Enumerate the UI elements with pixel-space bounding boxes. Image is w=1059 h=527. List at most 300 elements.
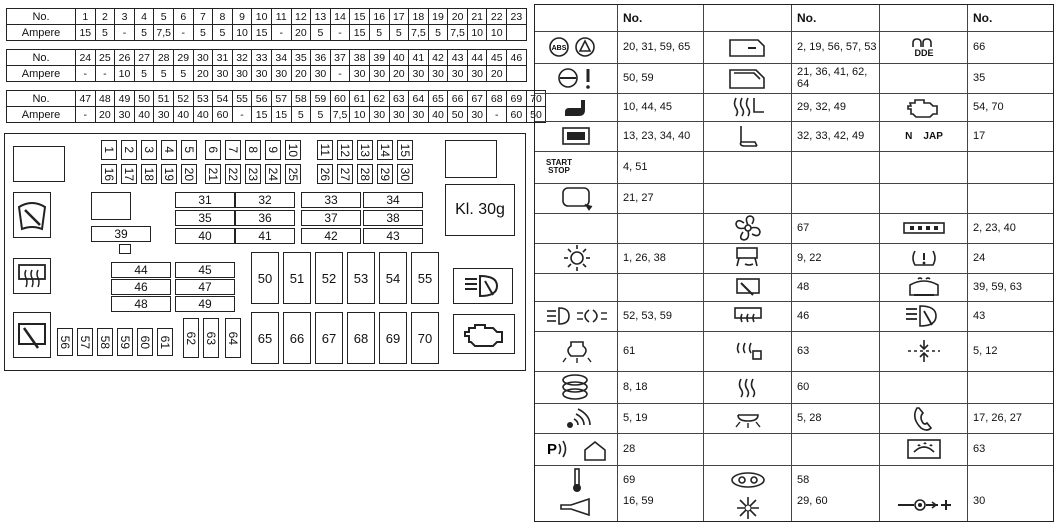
fuse-ampere-45: 20 <box>487 66 507 82</box>
fuse-number-22: 22 <box>487 9 507 25</box>
fuse-56 <box>57 328 73 356</box>
label-ampere: Ampere <box>7 107 76 123</box>
fuse-number-39: 39 <box>369 50 389 66</box>
fuse-label: 36 <box>258 211 272 225</box>
fuse-label: 28 <box>358 167 372 181</box>
fuse-48 <box>111 296 171 312</box>
label-ampere: Ampere <box>7 66 76 82</box>
display-screen-icon <box>539 121 615 151</box>
fuse-label: 33 <box>324 193 338 207</box>
fuse-number-64: 64 <box>409 91 429 107</box>
fuse-number-46: 46 <box>507 50 527 66</box>
fuse-numbers: 35 <box>973 72 986 84</box>
fuse-number-55: 55 <box>232 91 252 107</box>
fuse-ampere-69: 60 <box>507 107 527 123</box>
fuse-label: 13 <box>358 143 372 157</box>
fuse-number-54: 54 <box>213 91 233 107</box>
fuse-box-diagram <box>4 133 526 371</box>
fuse-number-44: 44 <box>467 50 487 66</box>
fuse-number-5: 5 <box>154 9 174 25</box>
fuse-ampere-18: 7,5 <box>409 25 429 41</box>
fuse-ampere-1: 15 <box>76 25 96 41</box>
fuse-55 <box>411 252 439 304</box>
fuse-number-52: 52 <box>173 91 193 107</box>
fuse-number-59: 59 <box>311 91 331 107</box>
cd-changer-icon <box>539 371 615 403</box>
fuse-numbers: 10, 44, 45 <box>623 101 672 113</box>
fuse-27 <box>337 164 353 184</box>
fuse-13 <box>357 140 373 160</box>
fuse-label: 25 <box>286 167 300 181</box>
fuse-number-34: 34 <box>271 50 291 66</box>
fuse-ampere-30: 20 <box>193 66 213 82</box>
legend-table <box>534 4 1054 522</box>
fuse-numbers: 63 <box>797 345 810 357</box>
fuse-number-36: 36 <box>311 50 331 66</box>
fuse-ampere-66: 50 <box>448 107 468 123</box>
fuse-label: 52 <box>321 270 337 286</box>
fuse-ampere-25: - <box>95 66 115 82</box>
fuse-numbers: 4, 51 <box>623 161 648 173</box>
fuse-ampere-34: 30 <box>271 66 291 82</box>
park-assist-alarm-icon <box>539 433 615 465</box>
start-stop-icon <box>539 151 579 183</box>
fuse-table-2 <box>6 49 527 82</box>
fuse-number-16: 16 <box>369 9 389 25</box>
fuse-ampere-13: 5 <box>311 25 331 41</box>
fuse-ampere-32: 30 <box>232 66 252 82</box>
fuse-ampere-42: 30 <box>428 66 448 82</box>
fuse-label: 30 <box>398 167 412 181</box>
fuse-ampere-70: 50 <box>526 107 546 123</box>
fuse-ampere-63: 30 <box>389 107 409 123</box>
fuse-43 <box>363 228 423 244</box>
fuse-label: 31 <box>198 193 212 207</box>
fuse-ampere-46 <box>507 66 527 82</box>
fuse-ampere-24: - <box>76 66 96 82</box>
light-switch-panel-icon <box>883 213 965 243</box>
fuse-row-ampere <box>7 25 527 41</box>
fuse-46 <box>111 279 171 295</box>
fuse-47 <box>175 279 235 295</box>
fuse-34 <box>363 192 423 208</box>
fuse-ampere-61: 10 <box>350 107 370 123</box>
start-text: START <box>545 158 573 167</box>
fuse-ampere-48: 20 <box>95 107 115 123</box>
fuse-50 <box>251 252 279 304</box>
fuse-number-12: 12 <box>291 9 311 25</box>
fuse-15 <box>397 140 413 160</box>
fuse-number-53: 53 <box>193 91 213 107</box>
fuse-label: 6 <box>206 146 220 154</box>
fuse-1 <box>101 140 117 160</box>
fuse-ampere-52: 40 <box>173 107 193 123</box>
interior-light-icon <box>539 331 615 371</box>
fuse-ampere-7: 5 <box>193 25 213 41</box>
fuse-number-25: 25 <box>95 50 115 66</box>
fuse-label: 70 <box>417 330 433 346</box>
headlight-range-icon <box>539 93 615 121</box>
fuse-numbers: 16, 59 <box>623 495 654 507</box>
fuse-58 <box>97 328 113 356</box>
fuse-label: 54 <box>385 270 401 286</box>
fuse-number-27: 27 <box>134 50 154 66</box>
fuse-61 <box>157 328 173 356</box>
fuse-ampere-37: - <box>330 66 350 82</box>
fuse-30 <box>397 164 413 184</box>
fuse-ampere-10: 15 <box>252 25 272 41</box>
fuse-label: 19 <box>162 167 176 181</box>
fuse-label: 38 <box>386 211 400 225</box>
label-no: No. <box>7 50 76 66</box>
fuse-label: 69 <box>385 330 401 346</box>
fuse-63 <box>203 318 219 358</box>
fuse-39 <box>91 226 151 242</box>
fuse-31 <box>175 192 235 208</box>
stop-text: STOP <box>548 166 570 175</box>
fuse-ampere-6: - <box>173 25 193 41</box>
fuse-67 <box>315 312 343 364</box>
label-ampere: Ampere <box>7 25 76 41</box>
fuse-number-68: 68 <box>487 91 507 107</box>
fuse-12 <box>337 140 353 160</box>
fuse-ampere-59: 5 <box>311 107 331 123</box>
fuse-ampere-14: - <box>330 25 350 41</box>
wiper-icon-box <box>13 192 51 238</box>
fuse-ampere-64: 30 <box>409 107 429 123</box>
fuse-numbers: 5, 28 <box>797 412 822 424</box>
fuse-number-63: 63 <box>389 91 409 107</box>
fuse-numbers: 54, 70 <box>973 101 1004 113</box>
abs-brake-icon <box>539 31 615 63</box>
fuse-label: 42 <box>324 229 338 243</box>
fuse-number-67: 67 <box>467 91 487 107</box>
fuse-label: 35 <box>198 211 212 225</box>
fuse-ampere-27: 5 <box>134 66 154 82</box>
dome-light-icon <box>707 403 789 433</box>
fuse-ampere-67: 30 <box>467 107 487 123</box>
engine-icon-box <box>453 314 515 354</box>
rear-defrost-icon-box <box>13 258 51 294</box>
fuse-54 <box>379 252 407 304</box>
fuse-label: 43 <box>386 229 400 243</box>
fuse-label: 24 <box>266 167 280 181</box>
fuse-numbers: 29, 60 <box>797 495 828 507</box>
fuse-17 <box>121 164 137 184</box>
fuse-53 <box>347 252 375 304</box>
fuse-row-no <box>7 91 546 107</box>
fuse-number-2: 2 <box>95 9 115 25</box>
mirror-adjust-icon <box>539 183 615 213</box>
fuse-ampere-47: - <box>76 107 96 123</box>
fuse-label: 8 <box>246 146 260 154</box>
fuse-numbers: 21, 27 <box>623 192 654 204</box>
fuse-number-60: 60 <box>330 91 350 107</box>
legend-header-no: No. <box>973 11 993 25</box>
fuse-59 <box>117 328 133 356</box>
fuse-number-19: 19 <box>428 9 448 25</box>
fuse-ampere-21: 10 <box>467 25 487 41</box>
fuse-numbers: 21, 36, 41, 62, 64 <box>797 66 868 90</box>
fuse-23 <box>245 164 261 184</box>
heated-washer-nozzle-icon <box>883 433 965 465</box>
svg-text:P: P <box>547 441 558 458</box>
fuse-number-3: 3 <box>115 9 135 25</box>
fuse-11 <box>317 140 333 160</box>
fuse-label: 55 <box>417 270 433 286</box>
fuse-ampere-38: 30 <box>350 66 370 82</box>
fuse-numbers: 24 <box>973 252 986 264</box>
fuse-45 <box>175 262 235 278</box>
fuse-19 <box>161 164 177 184</box>
fuse-numbers: 5, 19 <box>623 412 648 424</box>
level-sensor-icon <box>883 331 965 371</box>
fuse-64 <box>225 318 241 358</box>
fuse-number-30: 30 <box>193 50 213 66</box>
fuse-number-33: 33 <box>252 50 272 66</box>
fuse-number-48: 48 <box>95 91 115 107</box>
fuse-40 <box>175 228 235 244</box>
fuse-number-24: 24 <box>76 50 96 66</box>
fuse-numbers: 5, 12 <box>973 345 998 357</box>
fuse-37 <box>301 210 361 226</box>
seat-heating-icon <box>707 93 789 121</box>
seat-memory-icon <box>707 243 789 273</box>
fuse-label: 64 <box>226 331 240 345</box>
label-no: No. <box>7 9 76 25</box>
fuse-label: 11 <box>318 143 332 157</box>
fuse-numbers: 52, 53, 59 <box>623 310 672 322</box>
fuse-label: 17 <box>122 167 136 181</box>
fuse-number-70: 70 <box>526 91 546 107</box>
fuse-numbers: 13, 23, 34, 40 <box>623 130 691 142</box>
fuse-number-21: 21 <box>467 9 487 25</box>
fuse-label: 18 <box>142 167 156 181</box>
fuse-numbers: 60 <box>797 381 810 393</box>
fuse-25 <box>285 164 301 184</box>
fuse-70 <box>411 312 439 364</box>
fuse-68 <box>347 312 375 364</box>
fuse-51 <box>283 252 311 304</box>
fuse-60 <box>137 328 153 356</box>
fuse-35 <box>175 210 235 226</box>
fuse-ampere-11: - <box>271 25 291 41</box>
diesel-preheat-icon <box>883 31 965 63</box>
fuse-numbers: 50, 59 <box>623 72 654 84</box>
fuse-6 <box>205 140 221 160</box>
wiper-small-icon <box>707 273 789 301</box>
fuse-numbers: 30 <box>973 495 986 507</box>
fuse-label: 46 <box>134 280 148 294</box>
fuse-label: 47 <box>198 280 212 294</box>
fuse-ampere-17: 5 <box>389 25 409 41</box>
fuse-numbers: 1, 26, 38 <box>623 252 666 264</box>
fuse-numbers: 29, 32, 49 <box>797 101 846 113</box>
fuse-numbers: 32, 33, 42, 49 <box>797 130 865 142</box>
fuse-ampere-50: 40 <box>134 107 154 123</box>
fuse-38 <box>363 210 423 226</box>
legend-header-no: No. <box>623 11 643 25</box>
fuse-numbers: 48 <box>797 281 810 293</box>
fuse-ampere-44: 30 <box>467 66 487 82</box>
fuse-14 <box>377 140 393 160</box>
legend-row-divider <box>535 151 1053 152</box>
fuse-label: 3 <box>142 146 156 154</box>
fuse-label: 2 <box>122 146 136 154</box>
fuse-57 <box>77 328 93 356</box>
fuse-row-ampere <box>7 66 527 82</box>
fuse-ampere-22: 10 <box>487 25 507 41</box>
fuse-numbers: 43 <box>973 310 986 322</box>
low-beam-fog-icon <box>539 301 615 331</box>
fuse-20 <box>181 164 197 184</box>
fuse-24 <box>265 164 281 184</box>
fuse-65 <box>251 312 279 364</box>
fuse-number-58: 58 <box>291 91 311 107</box>
fuse-row-ampere <box>7 107 546 123</box>
fuse-label: 60 <box>138 335 152 349</box>
fuse-ampere-68: - <box>487 107 507 123</box>
antenna-icon <box>539 403 615 433</box>
fuse-label: 65 <box>257 330 273 346</box>
fuse-numbers: 58 <box>797 474 810 486</box>
fuse-label: 67 <box>321 330 337 346</box>
fuse-label: 26 <box>318 167 332 181</box>
blank-block <box>119 244 131 254</box>
fan-icon <box>707 213 789 243</box>
rear-wiper-icon-box <box>13 312 51 358</box>
fuse-4 <box>161 140 177 160</box>
fuse-ampere-55: - <box>232 107 252 123</box>
fuse-label: 22 <box>226 167 240 181</box>
fuse-ampere-39: 30 <box>369 66 389 82</box>
fuse-ampere-36: 30 <box>311 66 331 82</box>
fuse-label: 16 <box>102 167 116 181</box>
region-n-jap-label: N JAP <box>905 130 943 142</box>
fuse-10 <box>285 140 301 160</box>
fuse-33 <box>301 192 361 208</box>
fuse-number-43: 43 <box>448 50 468 66</box>
headlight-washer-icon-box <box>453 268 513 304</box>
fuse-22 <box>225 164 241 184</box>
fuse-ampere-2: 5 <box>95 25 115 41</box>
fuse-number-4: 4 <box>134 9 154 25</box>
fuse-label: 57 <box>78 335 92 349</box>
fuse-number-32: 32 <box>232 50 252 66</box>
window-defrost-icon <box>707 331 789 371</box>
fuse-5 <box>181 140 197 160</box>
fuse-row-no <box>7 9 527 25</box>
window-lift-icon <box>707 63 789 93</box>
snowflake-ac-icon <box>707 495 789 521</box>
dde-text: DDE <box>914 47 934 58</box>
fuse-number-38: 38 <box>350 50 370 66</box>
seat-adjust-icon <box>707 121 789 151</box>
fuse-29 <box>377 164 393 184</box>
fuse-ampere-12: 20 <box>291 25 311 41</box>
fuse-number-57: 57 <box>271 91 291 107</box>
brake-warning-icon <box>539 63 615 93</box>
fuse-label: 44 <box>134 263 148 277</box>
fuse-number-8: 8 <box>213 9 233 25</box>
horn-icon <box>539 495 615 519</box>
fuse-number-51: 51 <box>154 91 174 107</box>
tire-pressure-icon <box>883 243 965 273</box>
fuse-ampere-57: 15 <box>271 107 291 123</box>
svg-text:ABS: ABS <box>551 45 567 52</box>
fuse-ampere-33: 30 <box>252 66 272 82</box>
fuse-label: 58 <box>98 335 112 349</box>
fuse-ampere-20: 7,5 <box>448 25 468 41</box>
fuse-label: 7 <box>226 146 240 154</box>
fuse-label: 68 <box>353 330 369 346</box>
fuse-label: 32 <box>258 193 272 207</box>
fuse-ampere-26: 10 <box>115 66 135 82</box>
fuse-2 <box>121 140 137 160</box>
socket-connector-icon <box>883 495 965 515</box>
fuse-number-17: 17 <box>389 9 409 25</box>
fuse-ampere-60: 7,5 <box>330 107 350 123</box>
fuse-number-1: 1 <box>76 9 96 25</box>
fuse-ampere-23 <box>507 25 527 41</box>
door-lock-icon <box>707 31 789 63</box>
fuse-label: 63 <box>204 331 218 345</box>
fuse-number-45: 45 <box>487 50 507 66</box>
fuse-number-7: 7 <box>193 9 213 25</box>
legend-header-no: No. <box>797 11 817 25</box>
fuse-label: 9 <box>266 146 280 154</box>
fuse-numbers: 67 <box>797 222 810 234</box>
fuse-7 <box>225 140 241 160</box>
fuse-number-65: 65 <box>428 91 448 107</box>
fuse-32 <box>235 192 295 208</box>
terminal-kl30g <box>445 184 515 236</box>
fuse-number-14: 14 <box>330 9 350 25</box>
fuse-ampere-58: 5 <box>291 107 311 123</box>
fuse-ampere-40: 20 <box>389 66 409 82</box>
fuse-label: 51 <box>289 270 305 286</box>
fuse-number-11: 11 <box>271 9 291 25</box>
fuse-numbers: 63 <box>973 443 986 455</box>
fuse-label: 41 <box>258 229 272 243</box>
fuse-16 <box>101 164 117 184</box>
fuse-numbers: 2, 19, 56, 57, 53 <box>797 41 877 53</box>
fuse-ampere-8: 5 <box>213 25 233 41</box>
fuse-row-no <box>7 50 527 66</box>
fuse-number-40: 40 <box>389 50 409 66</box>
fuse-label: 40 <box>198 229 212 243</box>
label-no: No. <box>7 91 76 107</box>
fuse-18 <box>141 164 157 184</box>
fuse-label: 4 <box>162 146 176 154</box>
fuse-label: 45 <box>198 263 212 277</box>
fuse-label: 34 <box>386 193 400 207</box>
fuse-label: 20 <box>182 167 196 181</box>
fuse-label: 10 <box>286 143 300 157</box>
fuse-ampere-3: - <box>115 25 135 41</box>
fuse-number-47: 47 <box>76 91 96 107</box>
fuse-number-37: 37 <box>330 50 350 66</box>
fuse-table-1 <box>6 8 527 41</box>
fuse-3 <box>141 140 157 160</box>
fuse-label: 21 <box>206 167 220 181</box>
fuse-label: 29 <box>378 167 392 181</box>
fuse-ampere-54: 60 <box>213 107 233 123</box>
fuse-ampere-53: 40 <box>193 107 213 123</box>
fuse-number-26: 26 <box>115 50 135 66</box>
fuse-number-15: 15 <box>350 9 370 25</box>
fuse-ampere-15: 15 <box>350 25 370 41</box>
